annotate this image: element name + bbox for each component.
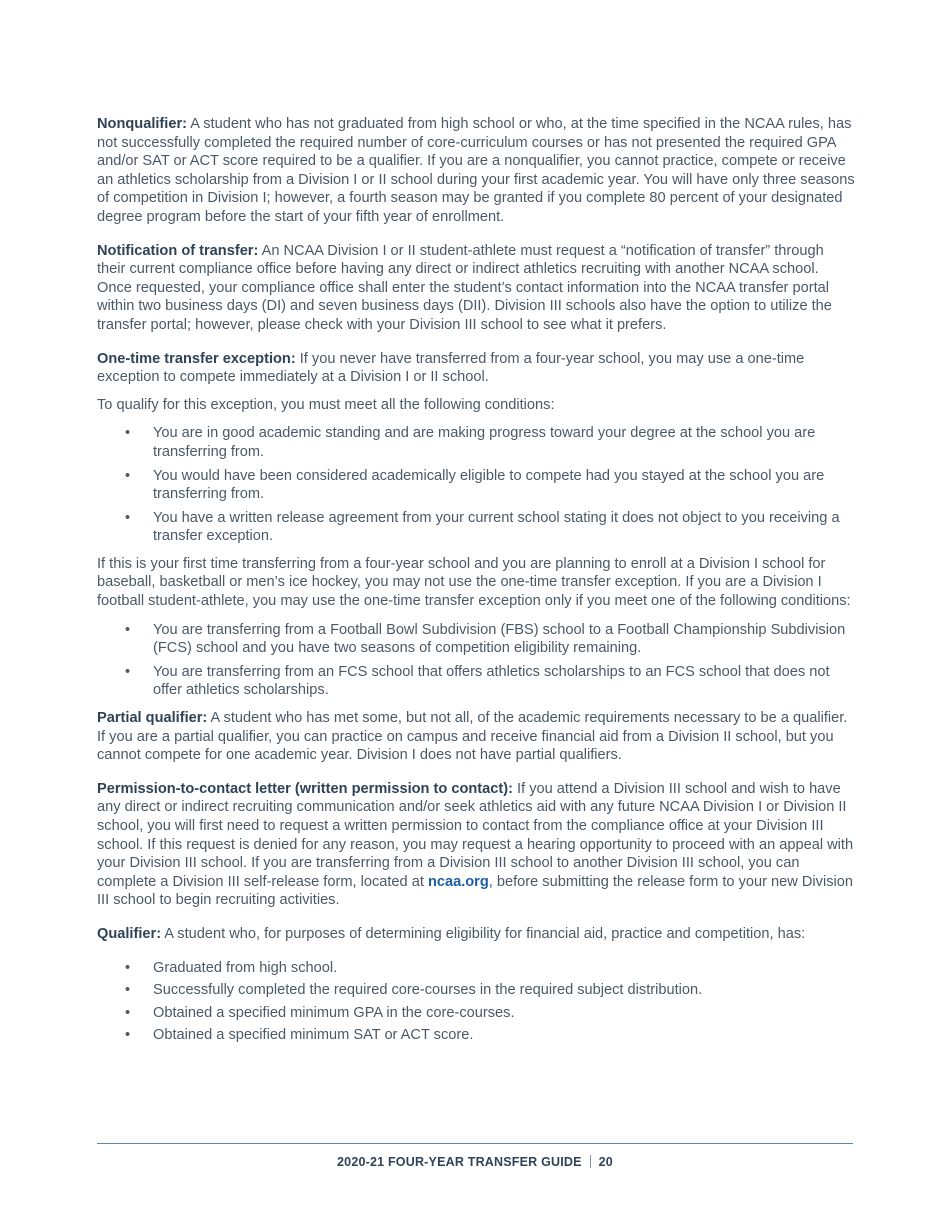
definition-partial-qualifier bbox=[97, 709, 855, 765]
definition-nonqualifier bbox=[97, 115, 855, 227]
term-partial-qualifier: Partial qualifier: bbox=[97, 710, 208, 727]
definition-one-time-transfer-exception bbox=[97, 350, 855, 387]
term-one-time-transfer-exception: One-time transfer exception: bbox=[97, 350, 296, 367]
term-qualifier: Qualifier: bbox=[97, 925, 162, 942]
list-item: • You have a written release agreement from your current school stating it does not object to you receiving a transfer exception. bbox=[97, 509, 855, 546]
definition-text-after-link: , before submitting the release form to your new Division III school to begin recruiting activities. bbox=[97, 873, 853, 909]
footer-divider bbox=[97, 1143, 853, 1144]
footer-title: 2020-21 FOUR-YEAR TRANSFER GUIDE bbox=[337, 1155, 582, 1169]
list-item: • Graduated from high school. bbox=[97, 959, 855, 978]
list-item: • You are transferring from a Football Bowl Subdivision (FBS) school to a Football Championship Subdivision (FCS) school and you have two seasons of competition eligibility remaining. bbox=[97, 621, 855, 658]
term-permission-to-contact: Permission-to-contact letter (written permission to contact): bbox=[97, 780, 513, 797]
page-number: 20 bbox=[598, 1155, 613, 1169]
definition-text: A student who has not graduated from high school or who, at the time specified in the NCAA rules, has not successfully completed the required number of core-curriculum courses or has not presented the required GPA and/or SAT or ACT score required to be a qualifier. If you are a nonqualifier, you cannot practice, compete or receive an athletics scholarship from a Division I or II school during your first academic year. You will have only three seasons of competition in Division I; however, a fourth season may be granted if you complete 80 percent of your designated degree program before the start of your fifth year of enrollment. bbox=[97, 116, 855, 225]
footer-separator bbox=[590, 1155, 591, 1168]
football-conditions-intro: If this is your first time transferring from a four-year school and you are planning to enroll at a Division I school for baseball, basketball or men’s ice hockey, you may not use the one-time transfer exception. If you are a Division I football student-athlete, you may use the one-time transfer exception only if you meet one of the following conditions: bbox=[97, 555, 851, 610]
page-footer bbox=[0, 1155, 950, 1169]
definition-qualifier bbox=[97, 925, 855, 944]
definition-notification-of-transfer bbox=[97, 242, 855, 335]
list-item: • Obtained a specified minimum GPA in the core-courses. bbox=[97, 1004, 855, 1023]
ncaa-link[interactable]: ncaa.org bbox=[427, 873, 489, 890]
list-item: • You are in good academic standing and are making progress toward your degree at the school you are transferring from. bbox=[97, 424, 855, 461]
list-item: • You are transferring from an FCS school that offers athletics scholarships to an FCS school that does not offer athletics scholarships. bbox=[97, 663, 855, 700]
conditions-intro: To qualify for this exception, you must meet all the following conditions: bbox=[97, 396, 555, 413]
football-conditions-list bbox=[97, 621, 855, 700]
definition-text: A student who, for purposes of determining eligibility for financial aid, practice and competition, has: bbox=[161, 925, 806, 942]
term-notification-of-transfer: Notification of transfer: bbox=[97, 242, 259, 259]
definition-permission-to-contact bbox=[97, 780, 855, 910]
definition-text: An NCAA Division I or II student-athlete must request a “notification of transfer” through their current compliance office before having any direct or indirect athletics recruiting with another NCAA school. Once requested, your compliance office shall enter the student’s contact information into the NCAA transfer portal within two business days (DI) and seven business days (DII). Division III schools also have the option to utilize the transfer portal; however, please check with your Division III school to see what it prefers. bbox=[97, 242, 832, 333]
term-nonqualifier: Nonqualifier: bbox=[97, 116, 187, 132]
definition-text: If you attend a Division III school and wish to have any direct or indirect recruiting communication and/or seek athletics aid with any future NCAA Division I or Division II school, you will first need to request a written permission to contact from the compliance office at your Division III school. If this request is denied for any reason, you may request a hearing opportunity to proceed with an appeal with your Division III school. If you are transferring from a Division III school to another Division III school, you can complete a Division III self-release form, located at bbox=[97, 780, 854, 890]
document-body bbox=[97, 115, 855, 1049]
list-item: • Obtained a specified minimum SAT or ACT score. bbox=[97, 1026, 855, 1045]
conditions-list bbox=[97, 424, 855, 546]
definition-text: If you never have transferred from a four-year school, you may use a one-time exception to compete immediately at a Division I or II school. bbox=[97, 350, 805, 386]
qualifier-list bbox=[97, 959, 855, 1045]
list-item: • Successfully completed the required core-courses in the required subject distribution. bbox=[97, 981, 855, 1000]
definition-text: A student who has met some, but not all, of the academic requirements necessary to be a qualifier. If you are a partial qualifier, you can practice on campus and receive financial aid from a Division II school, but you cannot compete for one academic year. Division I does not have partial qualifiers. bbox=[97, 710, 848, 764]
list-item: • You would have been considered academically eligible to compete had you stayed at the school you are transferring from. bbox=[97, 467, 855, 504]
